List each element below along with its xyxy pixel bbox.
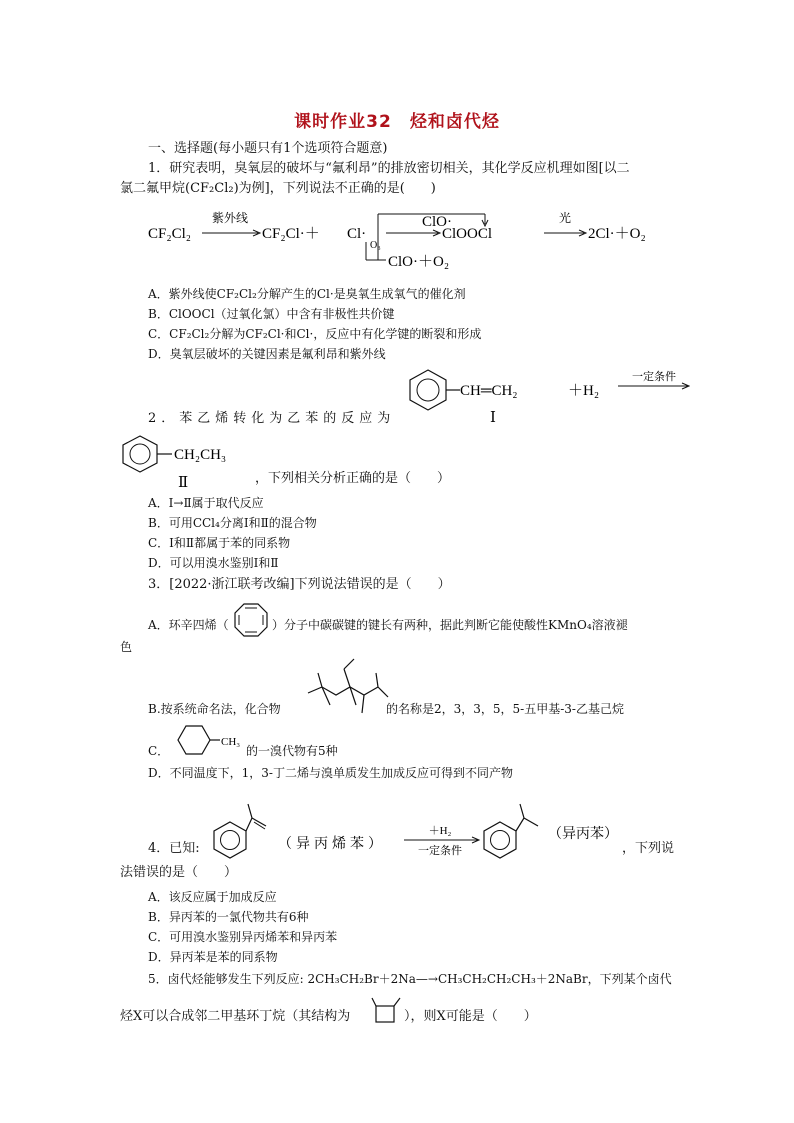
q2-stem-tail: ，下列相关分析正确的是（ ）	[255, 471, 451, 486]
q4-product-name: （异丙苯）	[548, 827, 618, 842]
q2-option-d: D．可以用溴水鉴别Ⅰ和Ⅱ	[148, 556, 279, 570]
q2-product-structure	[116, 432, 266, 490]
carbon-chain	[308, 687, 378, 695]
methyl-branch	[378, 687, 388, 697]
benzene-ring-icon	[123, 436, 157, 472]
q2-reactant-formula: CH═CH₂	[460, 383, 518, 399]
q3-option-c-ch3: CH₃	[221, 736, 241, 748]
q2-reactant-structure	[400, 362, 690, 428]
q5-stem-line2a: 烃X可以合成邻二甲基环丁烷（其结构为	[120, 1009, 351, 1024]
q4-option-a: A．该反应属于加成反应	[148, 890, 277, 904]
q3-option-a-end: 色	[120, 640, 133, 654]
q2-option-c: C．Ⅰ和Ⅱ都属于苯的同系物	[148, 536, 291, 550]
cyclooctatetraene-structure	[232, 600, 270, 640]
ethyl-branch	[344, 669, 350, 687]
page-title: 课时作业32 烃和卤代烃	[294, 112, 500, 132]
q4-condition-bottom: 一定条件	[418, 845, 462, 857]
octagon-ring-icon	[235, 604, 267, 636]
q2-label-1: Ⅰ	[490, 410, 496, 426]
q2-product-formula: CH₂CH₃	[174, 447, 227, 463]
methyl-line	[394, 998, 400, 1006]
methyl-line	[524, 818, 538, 826]
cyclobutane-ring-icon	[376, 1006, 394, 1022]
aromatic-circle-icon	[491, 831, 510, 850]
q3-option-a-start: A．环辛四烯（	[148, 618, 229, 632]
scheme-cl-radical: Cl·	[347, 226, 367, 242]
q2-stem: 2．苯乙烯转化为乙苯的反应为	[148, 411, 396, 426]
q4-option-d: D．异丙苯是苯的同系物	[148, 950, 278, 964]
methylcyclohexane-structure	[168, 722, 248, 762]
q1-option-b: B．ClOOCl（过氧化氯）中含有非极性共价键	[148, 307, 395, 321]
q4-option-b: B．异丙苯的一氯代物共有6种	[148, 910, 309, 924]
methyl-line	[520, 804, 524, 818]
q2-option-a: A．Ⅰ→Ⅱ属于取代反应	[148, 496, 264, 510]
scheme-cloocl: ClOOCl	[442, 226, 493, 242]
q2-condition: 一定条件	[632, 371, 676, 383]
q4-stem-prefix: 4．已知:	[148, 841, 200, 856]
benzene-ring-icon	[484, 822, 516, 858]
q3-option-b-start: B.按系统命名法，化合物	[148, 702, 281, 716]
q1-option-d: D．臭氧层破坏的关键因素是氟利昂和紫外线	[148, 347, 386, 361]
q3-option-c-end: 的一溴代物有5种	[246, 744, 338, 758]
bond-line	[516, 818, 524, 831]
scheme-clo-bottom: ClO·＋O₂	[388, 254, 450, 270]
scheme-product2: 2Cl·＋O₂	[588, 226, 646, 242]
methyl-branch	[362, 695, 364, 713]
scheme-start: CF₂Cl₂	[148, 226, 191, 242]
q1-option-c: C．CF₂Cl₂分解为CF₂Cl·和Cl·，反应中有化学键的断裂和形成	[148, 327, 482, 341]
q2-option-b: B．可用CCl₄分离Ⅰ和Ⅱ的混合物	[148, 516, 317, 530]
dimethylcyclobutane-structure	[370, 996, 402, 1026]
section-heading: 一、选择题(每小题只有1个选项符合题意)	[148, 141, 388, 156]
scheme-o3-label: O₃	[370, 240, 381, 251]
methyl-branch	[318, 673, 322, 687]
double-bond-line	[254, 822, 265, 829]
aromatic-circle-icon	[221, 831, 240, 850]
bond-line	[246, 818, 252, 831]
q2-plus-h2: ＋H₂	[568, 383, 600, 399]
q4-reactant-name: （异丙烯苯）	[278, 837, 386, 852]
aromatic-circle-icon	[130, 444, 150, 464]
q1-reaction-scheme	[140, 206, 680, 274]
q3-option-a-middle: ）分子中碳碳键的键长有两种，据此判断它能使酸性KMnO₄溶液褪	[272, 618, 628, 632]
cyclohexane-ring-icon	[178, 726, 210, 754]
scheme-arrow1-label: 紫外线	[211, 211, 249, 225]
benzene-ring-icon	[410, 370, 446, 410]
q4-option-c: C．可用溴水鉴别异丙烯苯和异丙苯	[148, 930, 338, 944]
q3-option-c-start: C．	[148, 744, 170, 758]
scheme-arrow2-label: 光	[558, 211, 572, 225]
q1-stem-line1: 1．研究表明，臭氧层的破坏与“氟利昂”的排放密切相关，其化学反应机理如图[以二	[148, 161, 630, 176]
scheme-clo-top: ClO·	[422, 214, 452, 230]
q5-stem-line1: 5．卤代烃能够发生下列反应: 2CH₃CH₂Br＋2Na—→CH₃CH₂CH₂CH₃＋2NaBr，下列某个卤代	[148, 972, 672, 986]
q4-condition-top: ＋H₂	[428, 825, 452, 837]
q5-stem-line2b: ），则X可能是（ ）	[404, 1009, 537, 1024]
methyl-line	[372, 998, 376, 1006]
q3-option-b-end: 的名称是2，3，3，5，5-五甲基-3-乙基己烷	[386, 702, 624, 716]
q4-reaction	[208, 800, 648, 864]
methyl-branch	[376, 673, 378, 687]
q3-stem: 3．[2022·浙江联考改编]下列说法错误的是（ ）	[148, 577, 451, 592]
q2-label-2: Ⅱ	[178, 475, 189, 490]
q3-option-d: D．不同温度下，1，3-丁二烯与溴单质发生加成反应可得到不同产物	[148, 766, 513, 780]
benzene-ring-icon	[214, 822, 246, 858]
aromatic-circle-icon	[417, 379, 439, 401]
scheme-product1: CF₂Cl·＋	[262, 226, 320, 242]
methyl-line	[248, 804, 252, 818]
q1-option-a: A．紫外线使CF₂Cl₂分解产生的Cl·是臭氧生成氧气的催化剂	[148, 287, 466, 301]
q4-stem-tail1: ，下列说	[622, 841, 675, 856]
q1-stem-line2: 氯二氟甲烷(CF₂Cl₂)为例]，下列说法不正确的是( )	[120, 181, 436, 196]
q3-skeletal-compound	[300, 655, 390, 721]
ethyl-branch	[344, 659, 354, 669]
q4-stem-tail2: 法错误的是（ ）	[120, 865, 238, 880]
